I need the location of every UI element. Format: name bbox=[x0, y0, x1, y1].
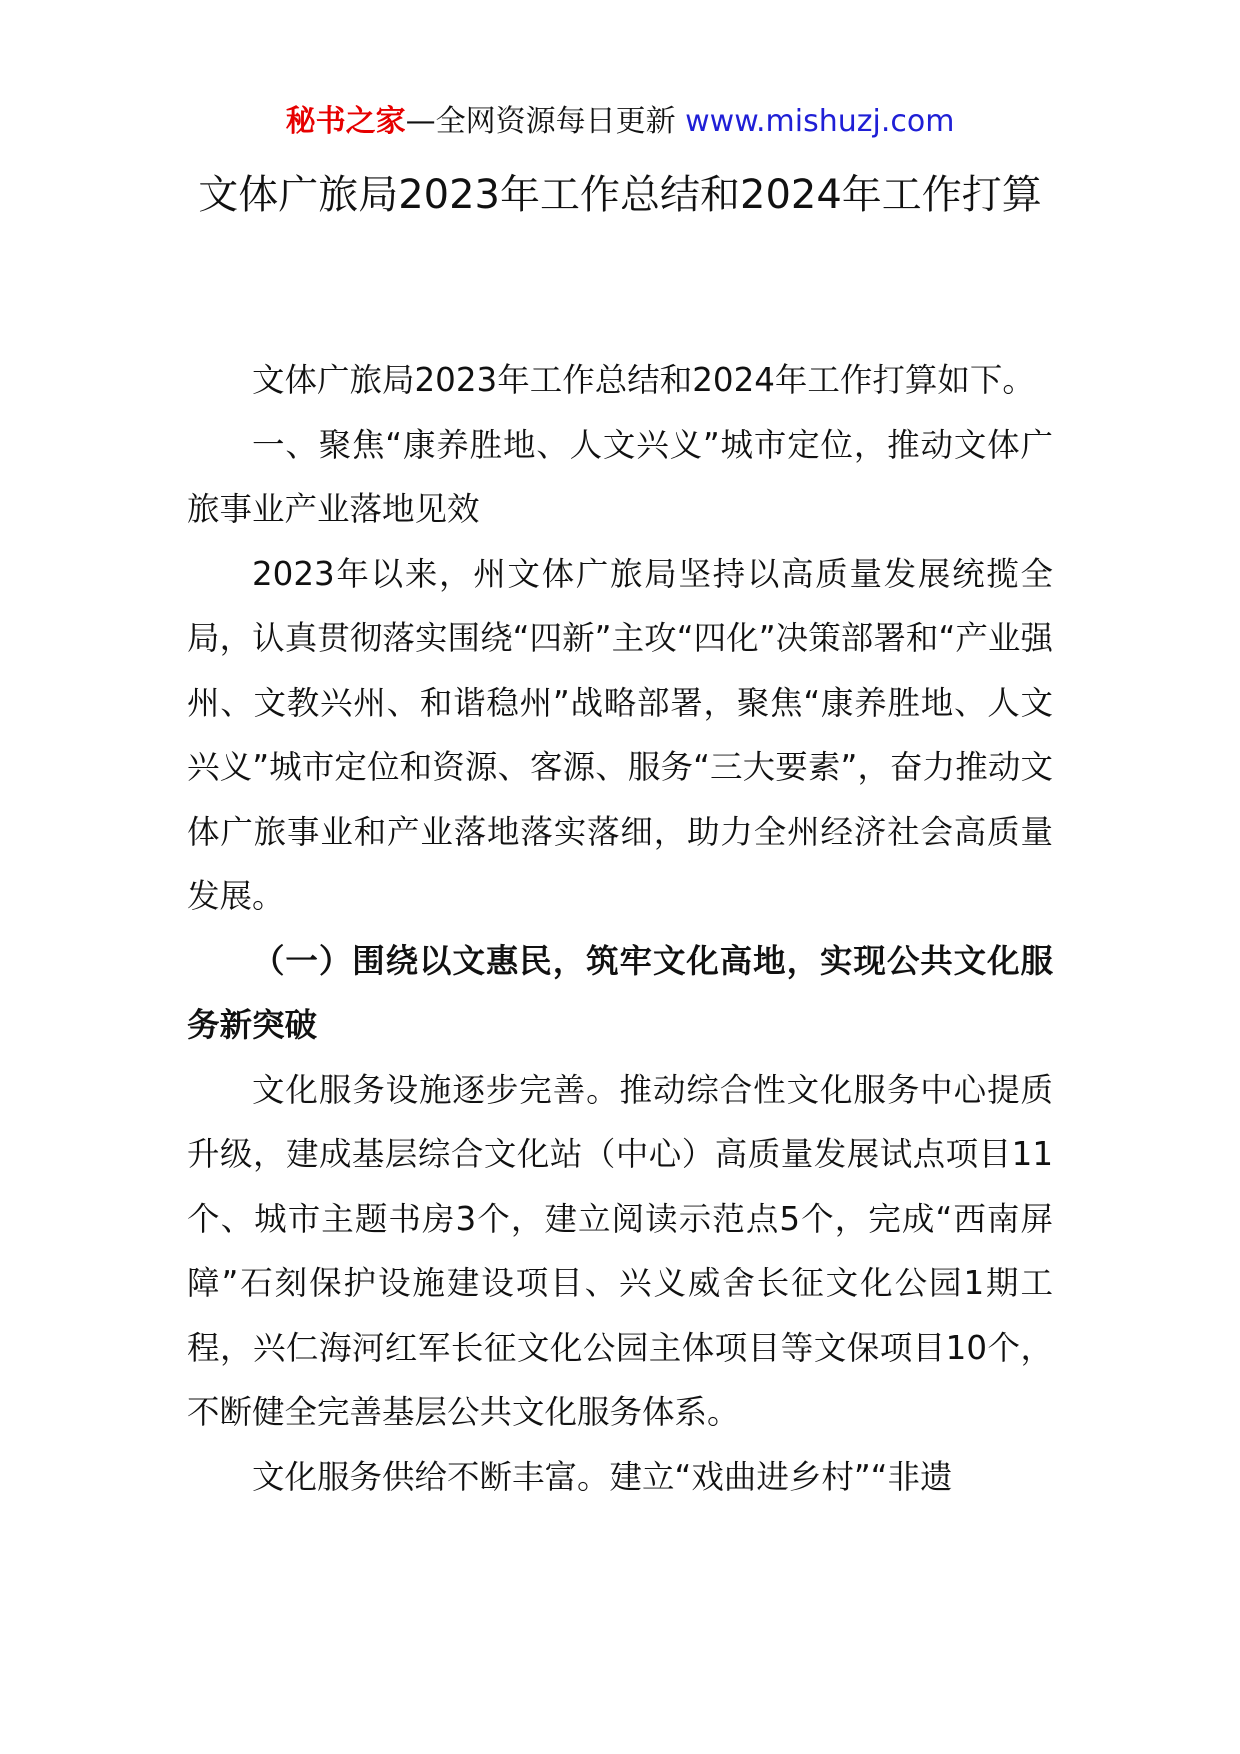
section-heading-1: 一、聚焦“康养胜地、人文兴义”城市定位，推动文体广旅事业产业落地见效 bbox=[187, 425, 1053, 528]
facilities-paragraph: 文化服务设施逐步完善。推动综合性文化服务中心提质升级，建成基层综合文化站（中心）高质量发展试点项目11个、城市主题书房3个，建立阅读示范点5个，完成“西南屏障”石刻保护设施建设项目、兴义威舍长征文化公园1期工程，兴仁海河红军长征文化公园主体项目等文保项目10个，不断健全完善基层公共文化服务体系。 bbox=[187, 1070, 1053, 1431]
intro-paragraph: 文体广旅局2023年工作总结和2024年工作打算如下。 bbox=[252, 361, 1035, 399]
document-title: 文体广旅局2023年工作总结和2024年工作打算 bbox=[198, 172, 1042, 218]
subsection-heading-1: （一）围绕以文惠民，筑牢文化高地，实现公共文化服务新突破 bbox=[187, 941, 1053, 1044]
header-tagline: —全网资源每日更新 bbox=[405, 104, 686, 139]
brand-name: 秘书之家 bbox=[285, 104, 406, 139]
watermark-header bbox=[0, 100, 1240, 144]
summary-paragraph: 2023年以来，州文体广旅局坚持以高质量发展统揽全局，认真贯彻落实围绕“四新”主攻“四化”决策部署和“产业强州、文教兴州、和谐稳州”战略部署，聚焦“康养胜地、人文兴义”城市定位和资源、客源、服务“三大要素”，奋力推动文体广旅事业和产业落地落实落细，助力全州经济社会高质量发展。 bbox=[187, 554, 1053, 915]
supply-paragraph: 文化服务供给不断丰富。建立“戏曲进乡村”“非遗 bbox=[252, 1457, 953, 1496]
site-url-link[interactable]: www.mishuzj.com bbox=[685, 104, 955, 139]
document-body bbox=[187, 348, 1053, 1509]
